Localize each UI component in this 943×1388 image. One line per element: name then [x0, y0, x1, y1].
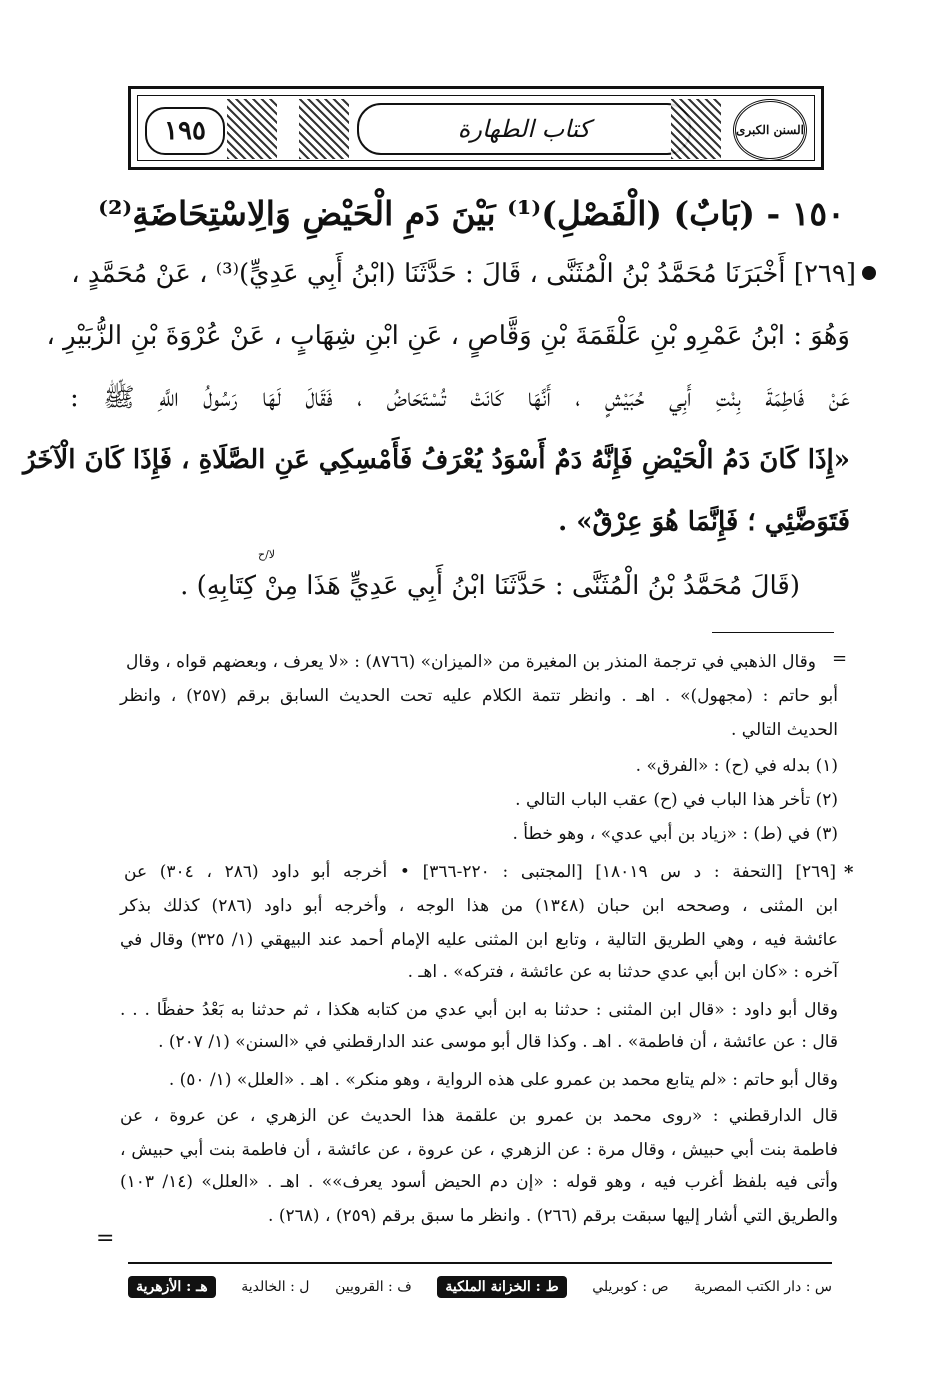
ornament-icon — [227, 99, 277, 159]
takhrij-line: وقال أبو حاتم : «لم يتابع محمد بن عمرو على هذه الرواية ، وهو منكر» . اهـ . «العلل» (١/ ٥٠) . — [168, 1070, 838, 1090]
book-emblem: السنن الكبرى — [733, 99, 807, 161]
book-title: كتاب الطهارة — [357, 103, 691, 155]
continuation-mark: = — [96, 1226, 115, 1251]
takhrij-line: قال الدارقطني : «روى محمد بن عمرو بن علقمة هذا الحديث عن الزهري ، عن عروة ، عن — [120, 1106, 838, 1126]
footnote-line: وقال الذهبي في ترجمة المنذر بن المغيرة من «الميزان» (٨٧٦٦) : «لا يعرف ، وبعضهم قواه ، وقال — [126, 652, 816, 672]
footnote-line: (١) بدله في (ح) : «الفرق» . — [635, 756, 838, 776]
legend-f: ف : القرويين — [335, 1279, 412, 1295]
takhrij-line: ابن المثنى ، وصححه ابن حبان (١٣٤٨) من هذا الوجه ، وأخرجه أبو داود (٢٨٦) كذلك بذكر — [120, 896, 838, 916]
ornament-icon — [671, 99, 721, 159]
legend-h: هـ : الأزهرية — [128, 1276, 216, 1298]
legend-s: س : دار الكتب المصرية — [694, 1279, 832, 1295]
footer-separator — [128, 1262, 832, 1264]
hadith-line: «إِذَا كَانَ دَمُ الْحَيْضِ فَإِنَّهُ دَمٌ أَسْوَدُ يُعْرَفُ فَأَمْسِكِي عَنِ الصَّلَاةِ ، فَإِذَا كَانَ الْآخَرُ — [22, 445, 850, 475]
takhrij-line: عائشة فيه ، وهي الطريق التالية ، وتابع ابن المثنى عليه الإمام أحمد عند البيهقي (١/ ٣٢٥) وقال في — [120, 930, 838, 950]
hadith-line: فَتَوَضَّئِي ؛ فَإِنَّمَا هُوَ عِرْقٌ» . — [558, 507, 850, 537]
footnote-line: أبو حاتم : (مجهول)» . اهـ . وانظر تتمة الكلام عليه تحت الحديث السابق برقم (٢٥٧) ، وانظر — [120, 686, 838, 706]
takhrij-line: والطريق التي أشار إليها سبقت برقم (٢٦٦) . وانظر ما سبق برقم (٢٥٩) ، (٢٦٨) . — [268, 1206, 838, 1226]
takhrij-line: آخره : «كان ابن أبي عدي حدثنا به عن عائشة ، فتركه» . اهـ . — [407, 962, 838, 982]
legend-t: ط : الخزانة الملكية — [437, 1276, 566, 1298]
continuation-mark: = — [832, 648, 848, 669]
takhrij-line: وقال أبو داود : «قال ابن المثنى : حدثنا به ابن أبي عدي من كتابه هكذا ، ثم حدثنا به بَعْدُ حفظًا . . . — [120, 1000, 838, 1020]
chapter-heading: ١٥٠ - (بَابٌ) (الْفَصْلِ)⁽¹⁾ بَيْنَ دَمِ الْحَيْضِ وَالِاسْتِحَاضَةِ⁽²⁾ — [98, 194, 845, 233]
footnote-line: (٣) في (ط) : «زياد بن أبي عدي» ، وهو خطأ . — [512, 824, 838, 844]
takhrij-star-icon: * — [844, 862, 854, 883]
bullet-icon — [862, 266, 876, 280]
margin-mark: لا/ح — [258, 548, 276, 561]
takhrij-line: وأتى فيه بلفظ أغرب فيه ، وهو قوله : «إن دم الحيض أسود يعرف»» . اهـ . «العلل» (١٤/ ١٠٣) — [120, 1172, 838, 1192]
hadith-line: [٢٦٩] أَخْبَرَنَا مُحَمَّدُ بْنُ الْمُثَنَّى ، قَالَ : حَدَّثَنَا (ابْنُ أَبِي عَدِيٍّ)⁽³⁾ ، عَنْ مُحَمَّدٍ ، — [71, 259, 856, 289]
takhrij-line: [٢٦٩] [التحفة : د س ١٨٠١٩] [المجتبى : ٢٢٠-٣٦٦] • أخرجه أبو داود (٢٨٦ ، ٣٠٤) عن — [124, 862, 837, 882]
footnote-line: (٢) تأخر هذا الباب في (ح) عقب الباب التالي . — [515, 790, 838, 810]
hadith-line: وَهُوَ : ابْنُ عَمْرِو بْنِ عَلْقَمَةَ بْنِ وَقَّاصٍ ، عَنِ ابْنِ شِهَابٍ ، عَنْ عُرْوَةَ بْنِ الزُّبَيْرِ ، — [46, 321, 850, 351]
ornament-icon — [299, 99, 349, 159]
footnote-separator — [712, 632, 834, 633]
legend-s2: ص : كوبريلي — [592, 1279, 669, 1295]
hadith-line: عَنْ فَاطِمَةَ بِنْتِ أَبِي حُبَيْشٍ ، أَنَّهَا كَانَتْ تُسْتَحَاضُ ، فَقَالَ لَهَا رَسُولُ اللَّهِ ﷺ : — [70, 383, 850, 413]
page-number: ١٩٥ — [145, 107, 225, 155]
legend-l: ل : الخالدية — [241, 1279, 310, 1295]
page-header — [128, 86, 824, 170]
hadith-line: (قَالَ مُحَمَّدُ بْنُ الْمُثَنَّى : حَدَّثَنَا ابْنُ أَبِي عَدِيٍّ هَذَا مِنْ كِتَابِهِ) . — [180, 571, 800, 601]
takhrij-line: قال : عن عائشة ، أن فاطمة» . اهـ . وكذا قال أبو موسى عند الدارقطني في «السنن» (١/ ٢٠٧) . — [158, 1032, 838, 1052]
manuscript-legend — [128, 1272, 832, 1302]
footnote-line: الحديث التالي . — [731, 720, 838, 740]
takhrij-line: فاطمة بنت أبي حبيش ، وقال مرة : عن الزهري ، عن عروة ، عن عائشة ، أن فاطمة بنت أبي حبيش ، — [120, 1140, 838, 1160]
